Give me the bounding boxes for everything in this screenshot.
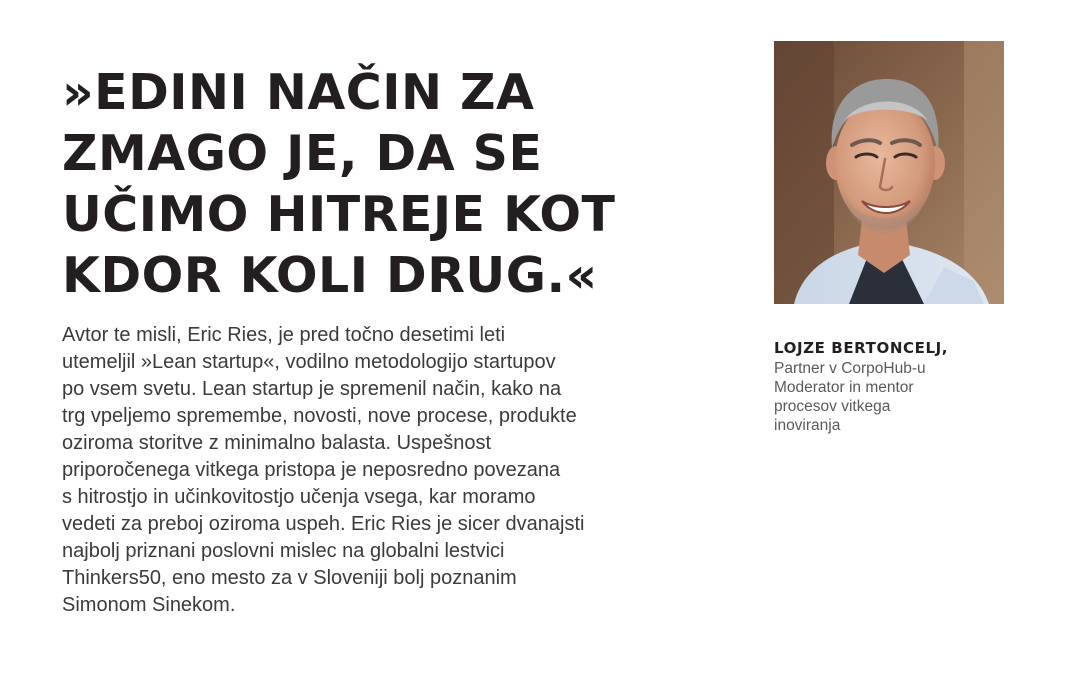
body-line: oziroma storitve z minimalno balasta. Uspešnost — [62, 432, 492, 454]
body-line: utemeljil »Lean startup«, vodilno metodologijo startupov — [62, 351, 556, 373]
portrait-caption — [774, 337, 1034, 435]
body-line: s hitrostjo in učinkovitostjo učenja vsega, kar moramo — [62, 486, 536, 508]
caption-author-name: LOJZE BERTONCELJ, — [774, 339, 949, 357]
body-line: trg vpeljemo spremembe, novosti, nove procese, produkte — [62, 405, 577, 427]
portrait-photo — [774, 41, 1004, 304]
headline-line: UČIMO HITREJE KOT — [62, 186, 616, 243]
portrait-illustration — [774, 41, 1004, 304]
headline-line: KDOR KOLI DRUG.« — [62, 247, 598, 304]
caption-role-line: inoviranja — [774, 417, 841, 434]
headline-line: »EDINI NAČIN ZA — [62, 64, 535, 121]
body-line: vedeti za preboj oziroma uspeh. Eric Ries je sicer dvanajsti — [62, 513, 585, 535]
body-line: po vsem svetu. Lean startup je spremenil način, kako na — [62, 378, 562, 400]
body-line: priporočenega vitkega pristopa je neposredno povezana — [62, 459, 561, 481]
body-line: najbolj priznani poslovni mislec na globalni lestvici — [62, 540, 505, 562]
body-line: Thinkers50, eno mesto za v Sloveniji bolj poznanim — [62, 567, 517, 589]
body-line: Simonom Sinekom. — [62, 594, 236, 616]
caption-role-line: Partner v CorpoHub-u — [774, 360, 926, 377]
caption-role-line: Moderator in mentor — [774, 379, 914, 396]
headline-quote — [62, 62, 722, 306]
body-line: Avtor te misli, Eric Ries, je pred točno desetimi leti — [62, 324, 506, 346]
caption-role-line: procesov vitkega — [774, 398, 891, 415]
article-body — [62, 322, 742, 619]
headline-line: ZMAGO JE, DA SE — [62, 125, 543, 182]
